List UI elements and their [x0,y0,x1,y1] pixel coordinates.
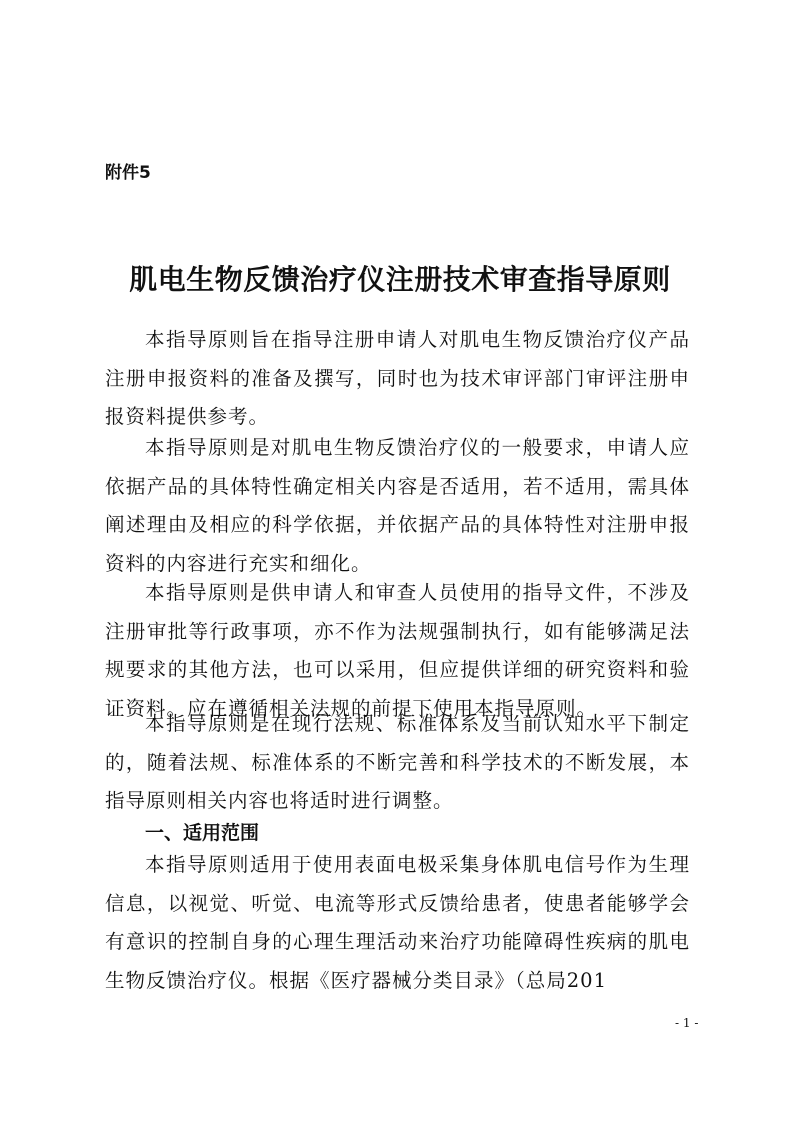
paragraph-revision-note: 本指导原则是在现行法规、标准体系及当前认知水平下制定的，随着法规、标准体系的不断完善和科学技术的不断发展，本指导原则相关内容也将适时进行调整。 [105,712,690,812]
page-number: - 1 - [675,1016,699,1030]
section-heading-scope: 一、适用范围 [145,822,260,844]
paragraph-general-requirements: 本指导原则是对肌电生物反馈治疗仪的一般要求，申请人应依据产品的具体特性确定相关内容是否适用，若不适用，需具体阐述理由及相应的科学依据，并依据产品的具体特性对注册申报资料的内容进行充实和细化。 [105,436,690,575]
attachment-label: 附件5 [105,163,151,183]
paragraph-scope: 本指导原则适用于使用表面电极采集身体肌电信号作为生理信息，以视觉、听觉、电流等形式反馈给患者，使患者能够学会有意识的控制自身的心理生理活动来治疗功能障碍性疾病的肌电生物反馈治疗仪。根据《医疗器械分类目录》（总局201 [105,853,690,992]
document-title: 肌电生物反馈治疗仪注册技术审查指导原则 [129,263,671,296]
paragraph-purpose: 本指导原则旨在指导注册申请人对肌电生物反馈治疗仪产品注册申报资料的准备及撰写，同时也为技术审评部门审评注册申报资料提供参考。 [105,328,690,428]
paragraph-guidance-nature: 本指导原则是供申请人和审查人员使用的指导文件，不涉及注册审批等行政事项，亦不作为法规强制执行，如有能够满足法规要求的其他方法，也可以采用，但应提供详细的研究资料和验证资料。应在遵循相关法规的前提下使用本指导原则。 [105,581,690,720]
